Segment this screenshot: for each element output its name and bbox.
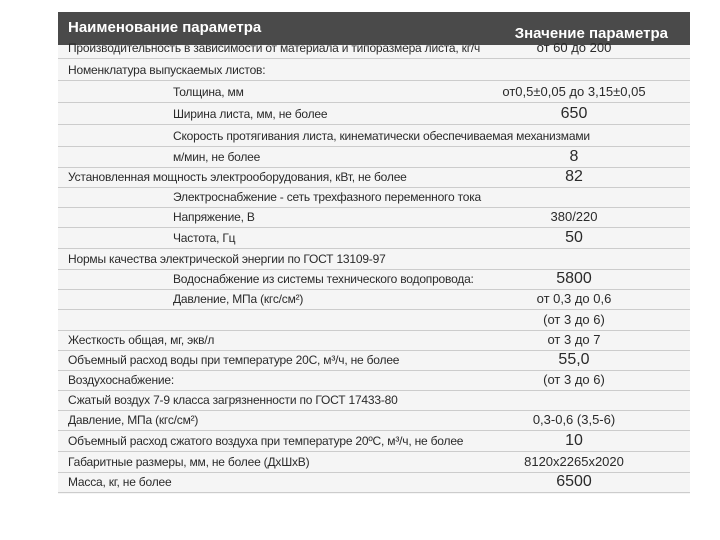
- parameter-name: Частота, Гц: [173, 231, 236, 245]
- parameter-value: от0,5±0,05 до 3,15±0,05: [502, 84, 646, 99]
- table-row: [58, 81, 690, 103]
- parameter-value: 0,3-0,6 (3,5-6): [532, 412, 616, 427]
- parameter-name: Давление, МПа (кгс/см²): [68, 413, 199, 427]
- table-row: [58, 471, 690, 493]
- parameter-value: 6500: [556, 473, 592, 490]
- parameters-table: [58, 12, 690, 494]
- parameter-value: 55,0: [558, 351, 590, 368]
- parameter-value: 8: [569, 148, 579, 165]
- parameter-name: Водоснабжение из системы технического водопровода:: [173, 272, 474, 286]
- table-row: [58, 186, 690, 208]
- table-row: [58, 146, 690, 168]
- table-row: [58, 349, 690, 371]
- table-row: [58, 125, 690, 147]
- parameter-value: от 0,3 до 0,6: [536, 291, 612, 306]
- header-parameter-value: Значение параметра: [514, 25, 668, 42]
- parameter-name: Сжатый воздух 7-9 класса загрязненности по ГОСТ 17433-80: [68, 393, 398, 407]
- parameter-name: Воздухоснабжение:: [68, 373, 175, 387]
- parameter-name: Объемный расход воды при температуре 20С, м³/ч, не более: [68, 353, 400, 367]
- table-row: [58, 59, 690, 81]
- parameter-name: Габаритные размеры, мм, не более (ДхШхВ): [68, 455, 310, 469]
- table-row: [58, 369, 690, 391]
- parameter-name: Масса, кг, не более: [68, 475, 172, 489]
- parameter-name: Скорость протягивания листа, кинематически обеспечиваемая механизмами: [173, 129, 590, 143]
- table-row: [58, 309, 690, 331]
- parameter-value: 8120х2265х2020: [524, 454, 624, 469]
- parameter-value: 5800: [556, 270, 592, 287]
- parameter-name: Номенклатура выпускаемых листов:: [68, 63, 266, 77]
- table-row: [58, 451, 690, 473]
- header-parameter-name: Наименование параметра: [68, 19, 262, 36]
- parameter-value: от 3 до 7: [547, 332, 601, 347]
- parameter-name: Давление, МПа (кгс/см²): [173, 292, 304, 306]
- parameter-name: Напряжение, В: [173, 210, 255, 224]
- table-row: [58, 288, 690, 310]
- parameter-value: от 60 до 200: [536, 40, 612, 55]
- table-row: [58, 430, 690, 452]
- parameter-value: 10: [565, 432, 583, 449]
- table-row: [58, 206, 690, 228]
- table-row: [58, 37, 690, 59]
- parameter-value: 82: [565, 168, 583, 185]
- parameter-name: Толщина, мм: [173, 85, 244, 99]
- parameter-name: Электроснабжение - сеть трехфазного переменного тока: [173, 190, 481, 204]
- parameter-name: Установленная мощность электрооборудования, кВт, не более: [68, 170, 407, 184]
- table-row: [58, 329, 690, 351]
- parameter-value: 50: [565, 229, 583, 246]
- parameter-value: 650: [560, 105, 588, 122]
- parameter-name: Ширина листа, мм, не более: [173, 107, 328, 121]
- parameter-value: 380/220: [550, 209, 598, 224]
- parameter-value: (от 3 до 6): [543, 312, 605, 327]
- table-row: [58, 389, 690, 411]
- table-row: [58, 248, 690, 270]
- table-row: [58, 166, 690, 188]
- table-row: [58, 268, 690, 290]
- parameter-name: Нормы качества электрической энергии по ГОСТ 13109-97: [68, 252, 386, 266]
- parameter-value: (от 3 до 6): [543, 372, 605, 387]
- table-row: [58, 103, 690, 125]
- parameter-name: м/мин, не более: [173, 150, 261, 164]
- parameter-name: Объемный расход сжатого воздуха при температуре 20ºС, м³/ч, не более: [68, 434, 464, 448]
- table-row: [58, 227, 690, 249]
- parameter-name: Жесткость общая, мг, экв/л: [68, 333, 215, 347]
- parameter-name: Производительность в зависимости от материала и типоразмера листа, кг/ч: [68, 41, 481, 55]
- table-row: [58, 409, 690, 431]
